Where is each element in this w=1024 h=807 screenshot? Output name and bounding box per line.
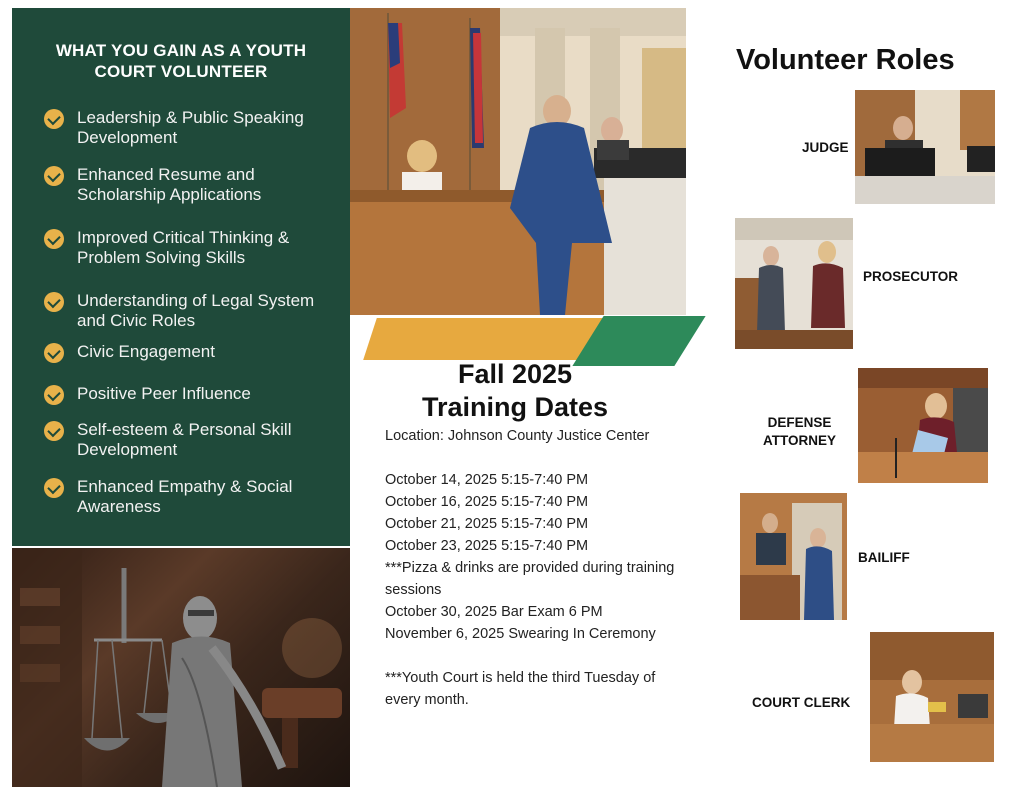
benefit-text: Enhanced Empathy & Social Awareness [77, 477, 293, 516]
training-date: October 23, 2025 5:15-7:40 PM [385, 538, 589, 554]
check-circle-icon [44, 478, 64, 498]
benefit-text: Civic Engagement [77, 342, 215, 361]
check-circle-icon [44, 292, 64, 312]
benefit-item [44, 291, 344, 331]
courtroom-illustration [350, 8, 686, 315]
benefit-text: Enhanced Resume and Scholarship Applications [77, 165, 262, 204]
training-title [360, 358, 670, 424]
role-label-judge: JUDGE [802, 140, 849, 155]
benefit-item [44, 420, 344, 460]
training-title-line1: Fall 2025 [457, 359, 573, 389]
lady-justice-illustration [12, 548, 350, 787]
gold-accent-band [363, 318, 615, 360]
lady-justice-photo [12, 548, 350, 787]
benefit-item [44, 228, 344, 268]
check-circle-icon [44, 385, 64, 405]
defense-attorney-illustration [858, 368, 988, 483]
training-date: October 16, 2025 5:15-7:40 PM [385, 494, 589, 510]
court-clerk-photo [870, 632, 994, 762]
benefit-item [44, 342, 344, 363]
role-label-defense-line2: ATTORNEY [763, 433, 837, 448]
check-circle-icon [44, 343, 64, 363]
check-circle-icon [44, 109, 64, 129]
benefit-item [44, 477, 344, 517]
pizza-note: ***Pizza & drinks are provided during training sessions [385, 560, 675, 598]
check-circle-icon [44, 229, 64, 249]
benefit-text: Leadership & Public Speaking Development [77, 108, 304, 147]
bailiff-illustration [740, 493, 847, 620]
bar-exam-date: October 30, 2025 Bar Exam 6 PM [385, 604, 603, 620]
training-title-line2: Training Dates [421, 392, 609, 422]
role-label-defense-attorney [763, 414, 836, 450]
prosecutor-illustration [735, 218, 853, 349]
training-details [385, 425, 685, 711]
training-location: Location: Johnson County Justice Center [385, 428, 650, 444]
benefits-heading: WHAT YOU GAIN AS A YOUTH COURT VOLUNTEER [55, 41, 307, 81]
role-label-prosecutor: PROSECUTOR [863, 269, 959, 284]
check-circle-icon [44, 166, 64, 186]
check-circle-icon [44, 421, 64, 441]
courtroom-photo [350, 8, 686, 315]
role-label-defense-line1: DEFENSE [767, 415, 832, 430]
benefit-text: Understanding of Legal System and Civic Roles [77, 291, 315, 330]
benefit-text: Self-esteem & Personal Skill Development [77, 420, 292, 459]
benefit-item [44, 108, 344, 148]
defense-attorney-photo [858, 368, 988, 483]
schedule-note: ***Youth Court is held the third Tuesday of every month. [385, 670, 656, 708]
benefit-item [44, 384, 344, 405]
prosecutor-photo [735, 218, 853, 349]
swearing-in-date: November 6, 2025 Swearing In Ceremony [385, 626, 656, 642]
court-clerk-illustration [870, 632, 994, 762]
training-date: October 14, 2025 5:15-7:40 PM [385, 472, 589, 488]
bailiff-photo [740, 493, 847, 620]
benefit-text: Positive Peer Influence [77, 384, 251, 403]
role-label-court-clerk: COURT CLERK [752, 695, 851, 710]
training-date: October 21, 2025 5:15-7:40 PM [385, 516, 589, 532]
judge-illustration [855, 90, 995, 204]
roles-title: Volunteer Roles [736, 44, 955, 76]
benefit-text: Improved Critical Thinking & Problem Solving Skills [77, 228, 290, 267]
benefits-panel [12, 8, 350, 546]
judge-photo [855, 90, 995, 204]
role-label-bailiff: BAILIFF [858, 550, 910, 565]
benefit-item [44, 165, 344, 205]
